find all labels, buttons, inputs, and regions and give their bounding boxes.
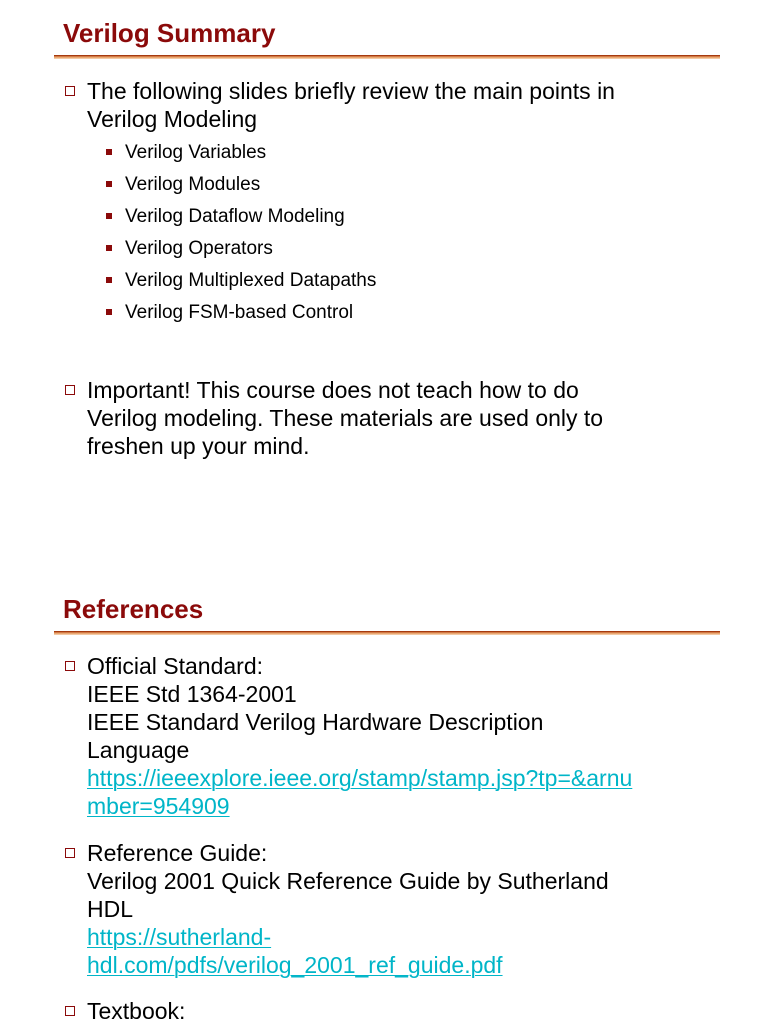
square-bullet-icon	[106, 245, 112, 251]
reference-link[interactable]: https://sutherland- hdl.com/pdfs/verilog_2001_ref_guide.pdf	[87, 924, 503, 978]
reference-heading: Reference Guide:	[87, 840, 268, 866]
topic-item: Verilog Modules	[106, 172, 376, 204]
note-text: Important! This course does not teach how to do Verilog modeling. These materials are used only to freshen up your mind.	[87, 377, 604, 459]
reference-item-guide	[65, 839, 705, 979]
note-bullet	[65, 376, 705, 460]
slide-title: Verilog Summary	[63, 18, 276, 48]
references-slide	[0, 576, 768, 1024]
topic-list	[106, 140, 376, 332]
square-bullet-icon	[106, 149, 112, 155]
square-bullet-icon	[106, 277, 112, 283]
square-bullet-icon	[65, 1006, 75, 1016]
title-divider	[54, 631, 720, 635]
intro-text: The following slides briefly review the main points in Verilog Modeling	[87, 78, 615, 132]
reference-item-textbook	[65, 997, 705, 1025]
square-bullet-icon	[65, 661, 75, 671]
title-divider	[54, 55, 720, 59]
square-bullet-icon	[106, 181, 112, 187]
square-bullet-icon	[65, 848, 75, 858]
square-bullet-icon	[65, 86, 75, 96]
reference-heading: Textbook:	[87, 998, 186, 1024]
intro-bullet	[65, 77, 705, 133]
topic-item: Verilog Dataflow Modeling	[106, 204, 376, 236]
topic-item: Verilog Multiplexed Datapaths	[106, 268, 376, 300]
slide-title: References	[63, 594, 204, 624]
topic-item: Verilog FSM-based Control	[106, 300, 376, 332]
reference-item-standard	[65, 652, 705, 820]
square-bullet-icon	[65, 385, 75, 395]
reference-details: IEEE Std 1364-2001 IEEE Standard Verilog Hardware Description Language	[87, 681, 544, 763]
topic-item: Verilog Operators	[106, 236, 376, 268]
square-bullet-icon	[106, 309, 112, 315]
reference-heading: Official Standard:	[87, 653, 264, 679]
square-bullet-icon	[106, 213, 112, 219]
reference-link[interactable]: https://ieeexplore.ieee.org/stamp/stamp.jsp?tp=&arnu mber=954909	[87, 765, 633, 819]
reference-details: Verilog 2001 Quick Reference Guide by Sutherland HDL	[87, 868, 609, 922]
topic-item: Verilog Variables	[106, 140, 376, 172]
